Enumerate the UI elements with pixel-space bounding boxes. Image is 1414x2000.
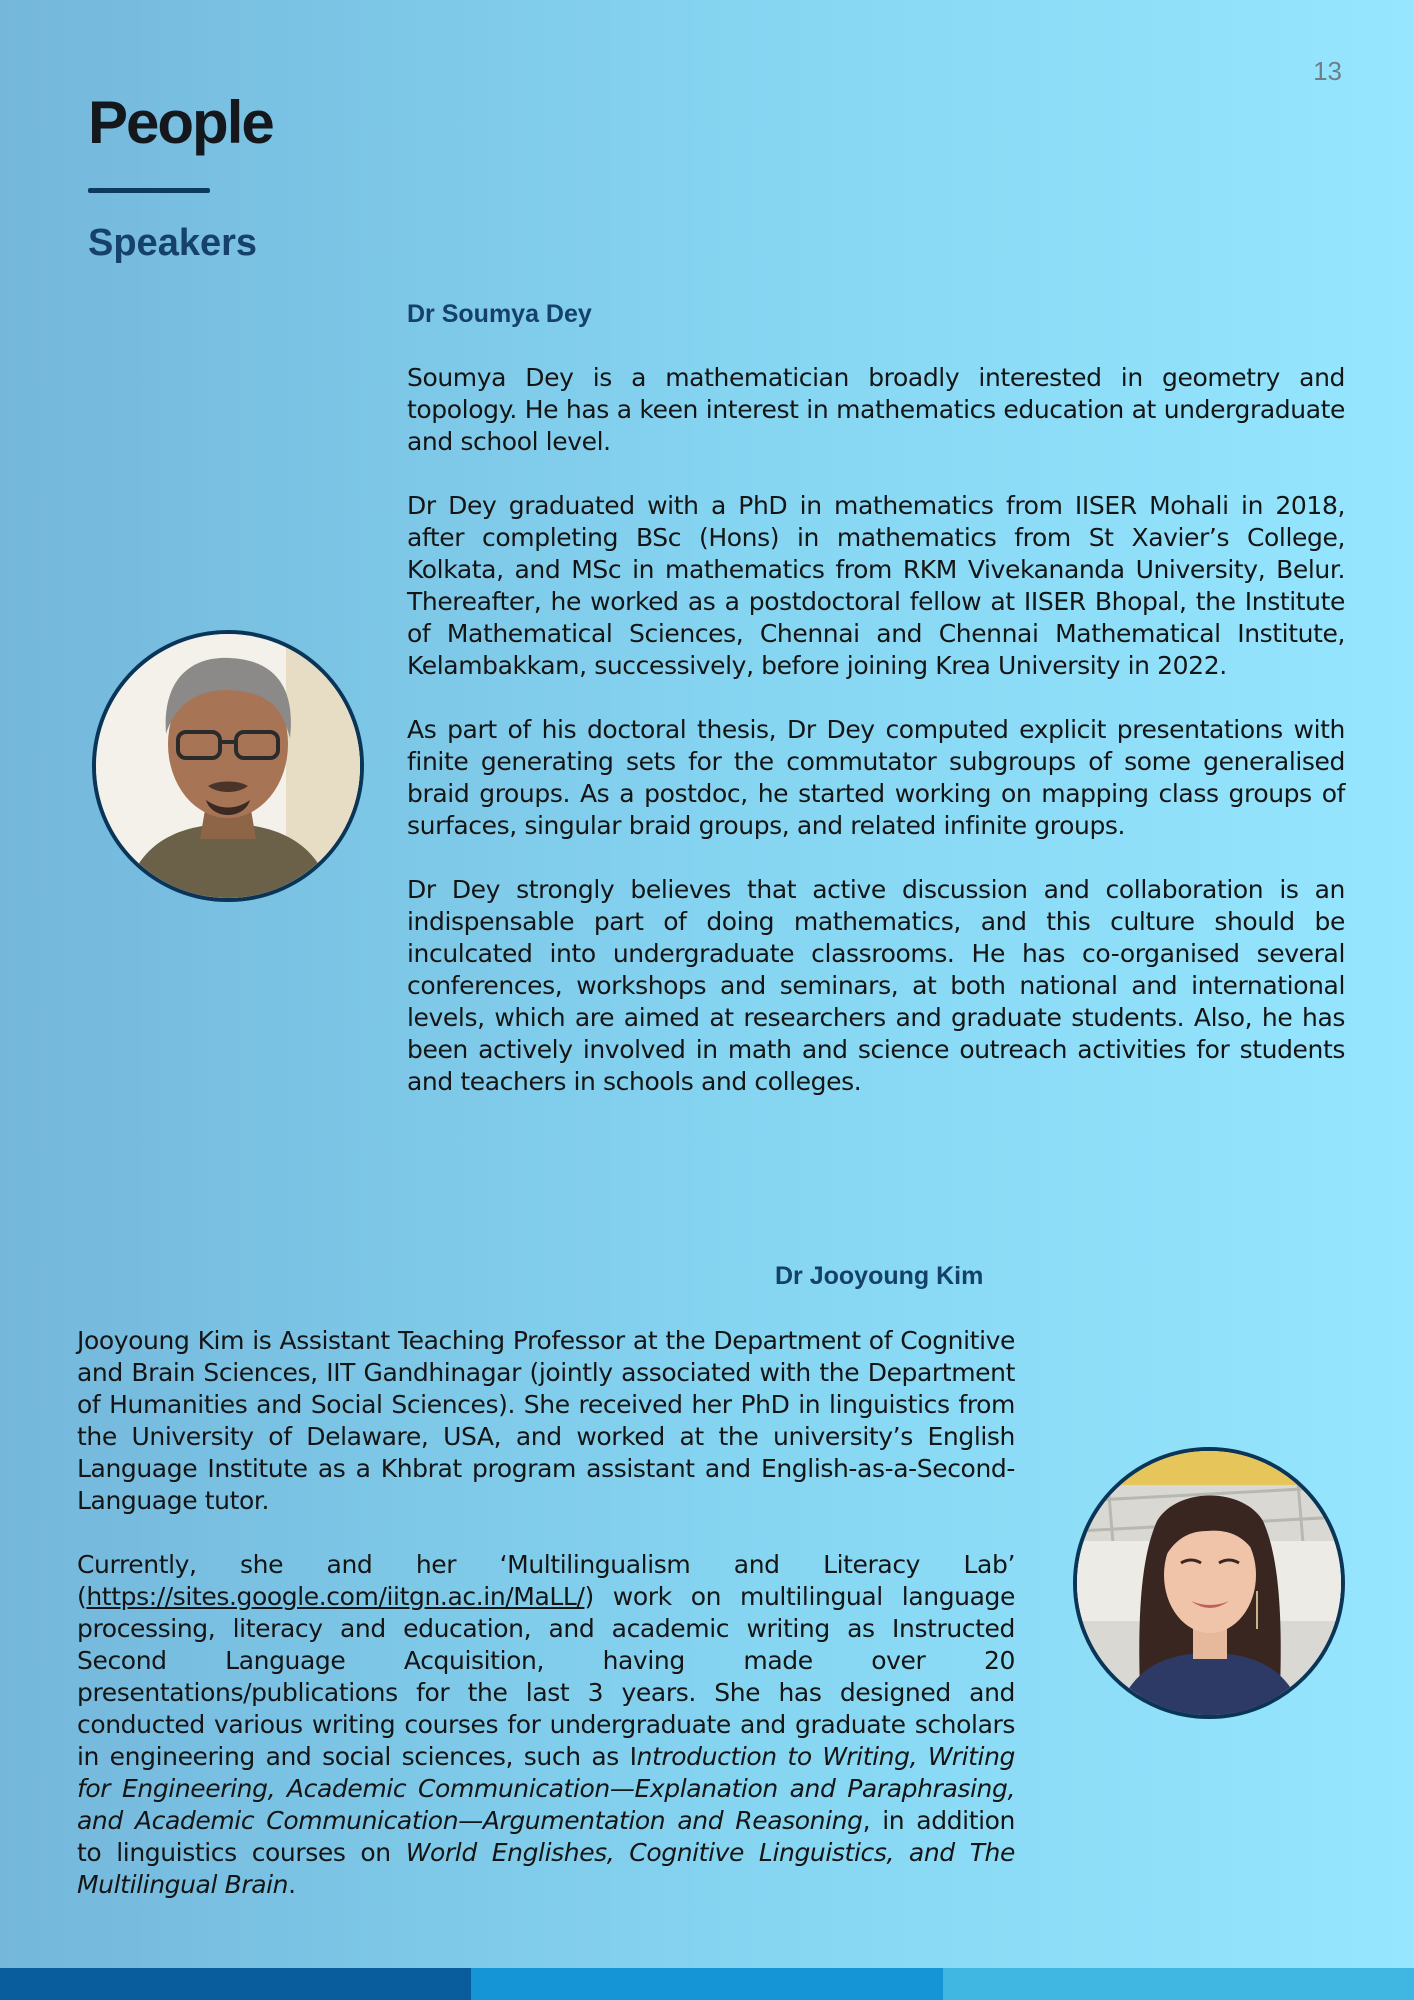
bio-text: ) work on multilingual language processing, literacy and education, and academic writing as Instructed Second Language Acquisition, having made over 20 presentations/publications for the last 3 years. She has designed and conducted various writing courses for undergraduate and graduate scholars in engineering and social sciences, such as I [77,1582,1015,1771]
portrait-woman-image [1077,1451,1341,1715]
section-heading: Speakers [88,222,258,264]
title-underline [88,188,210,193]
bio-paragraph: Dr Dey strongly believes that active discussion and collaboration is an indispensable part of doing mathematics, and this culture should be inculcated into undergraduate classrooms. He has co-organised several conferences, workshops and seminars, at both national and international levels, which are aimed at researchers and graduate students. Also, he has been actively involved in math and science outreach activities for students and teachers in schools and colleges. [407,875,1345,1096]
speaker-name: Dr Jooyoung Kim [775,1262,984,1290]
bio-paragraph [77,1549,1015,1901]
bio-paragraph: As part of his doctoral thesis, Dr Dey computed explicit presentations with finite generating sets for the commutator subgroups of some generalised braid groups. As a postdoc, he started working on mapping class groups of surfaces, singular braid groups, and related infinite groups. [407,715,1345,840]
portrait-soumya-dey [92,630,364,902]
portrait-man-image [96,634,360,898]
footer-color-bar [0,1968,1414,2000]
footer-segment [471,1968,942,2000]
portrait-jooyoung-kim [1073,1447,1345,1719]
bio-text: Currently, she and her ‘Multilingualism and Literacy Lab’ ( [77,1550,1015,1611]
bio-text: . [288,1870,296,1899]
page-number: 13 [1313,56,1342,86]
speaker-name: Dr Soumya Dey [407,300,592,328]
bio-text: , in addition to linguistics courses on [77,1806,1015,1867]
lab-website-link[interactable]: https://sites.google.com/iitgn.ac.in/MaLL/ [86,1582,585,1611]
linguistics-courses-list: World Englishes, Cognitive Linguistics, and The Multilingual Brain [77,1838,1015,1899]
footer-segment [943,1968,1414,2000]
speaker-bio-jooyoung-kim [77,1325,1015,1901]
writing-courses-list: ntroduction to Writing, Writing for Engineering, Academic Communication—Explanation and Paraphrasing, and Academic Communication—Argumentation and Reasoning [77,1742,1015,1835]
bio-paragraph: Jooyoung Kim is Assistant Teaching Professor at the Department of Cognitive and Brain Sciences, IIT Gandhinagar (jointly associated with the Department of Humanities and Social Sciences). She received her PhD in linguistics from the University of Delaware, USA, and worked at the university’s English Language Institute as a Khbrat program assistant and English-as-a-Second-Language tutor. [77,1326,1015,1515]
bio-paragraph: Dr Dey graduated with a PhD in mathematics from IISER Mohali in 2018, after completing BSc (Hons) in mathematics from St Xavier’s College, Kolkata, and MSc in mathematics from RKM Vivekananda University, Belur. Thereafter, he worked as a postdoctoral fellow at IISER Bhopal, the Institute of Mathematical Sciences, Chennai and Chennai Mathematical Institute, Kelambakkam, successively, before joining Krea University in 2022. [407,491,1345,680]
bio-paragraph: Soumya Dey is a mathematician broadly interested in geometry and topology. He has a keen interest in mathematics education at undergraduate and school level. [407,363,1345,456]
page-title: People [88,89,273,156]
footer-segment [0,1968,471,2000]
speaker-bio-soumya-dey [407,362,1345,1098]
